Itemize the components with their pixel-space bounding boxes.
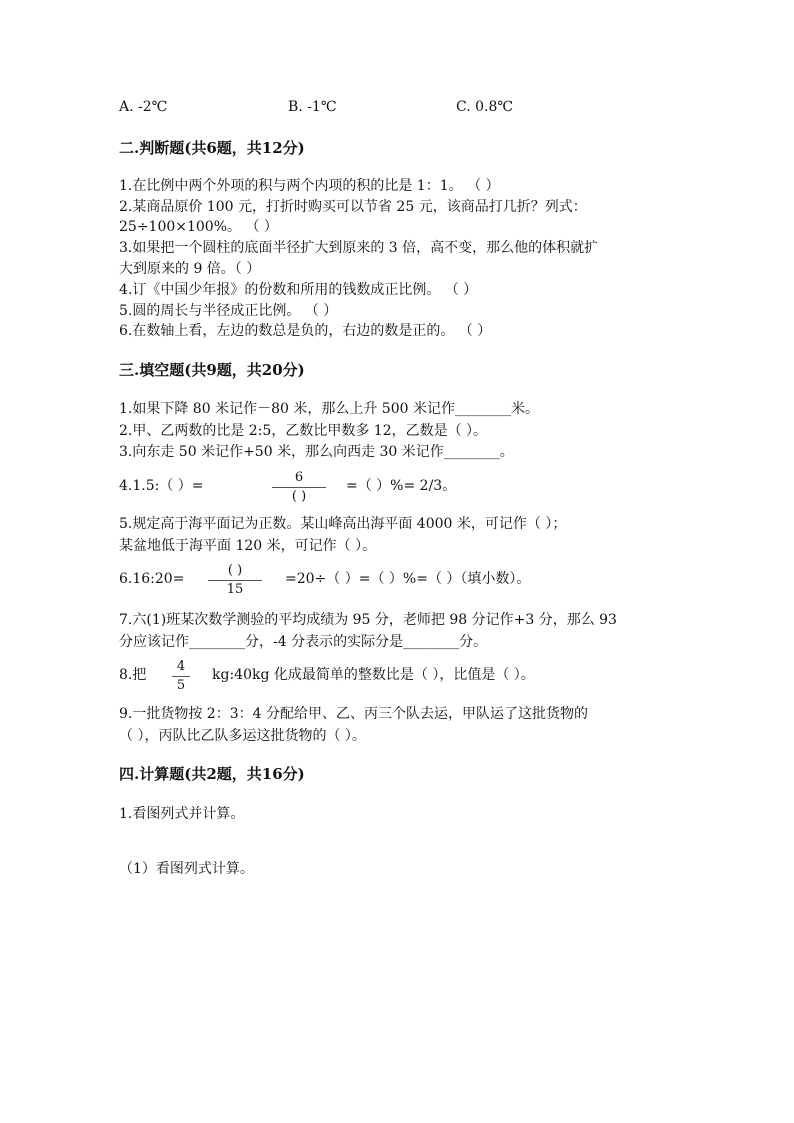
- fill-q6-fraction: [208, 563, 262, 598]
- section-4-title: 四.计算题(共2题，共16分): [119, 765, 305, 783]
- fraction-bar: [172, 676, 190, 677]
- fill-q8-fraction: [172, 659, 190, 694]
- fill-q4-right: =（ ）%= 2/3。: [346, 478, 457, 494]
- option-a: A. -2℃: [119, 99, 168, 115]
- fill-q9-line-1: 9.一批货物按 2：3：4 分配给甲、乙、丙三个队去运，甲队运了这批货物的: [119, 706, 588, 722]
- fraction-denominator: 15: [226, 582, 244, 597]
- fill-q7-line-1: 7.六(1)班某次数学测验的平均成绩为 95 分，老师把 98 分记作+3 分，那么 93: [119, 612, 617, 628]
- option-b: B. -1℃: [288, 99, 337, 115]
- fill-q4-fraction: [272, 470, 326, 505]
- judge-line-8: 6.在数轴上看，左边的数总是负的，右边的数是正的。 （ ）: [119, 323, 492, 339]
- fill-q8-right: kg:40kg 化成最简单的整数比是（ ），比值是（ ）。: [212, 667, 535, 683]
- fill-q8-left: 8.把: [119, 667, 147, 683]
- fill-q1: 1.如果下降 80 米记作－80 米，那么上升 500 米记作________米。: [119, 401, 539, 417]
- fraction-numerator: 6: [294, 470, 304, 485]
- judge-line-1: 1.在比例中两个外项的积与两个内项的积的比是 1：1。 （ ）: [119, 178, 500, 194]
- fraction-denominator: 5: [176, 678, 186, 693]
- fill-q6-left: 6.16:20=: [119, 571, 185, 587]
- option-c: C. 0.8℃: [456, 99, 514, 115]
- calc-q1: 1.看图列式并计算。: [119, 806, 245, 822]
- fill-q6-right: =20÷（ ）=（ ）%=（ ）（填小数）。: [285, 571, 531, 587]
- fill-q5-line-2: 某盆地低于海平面 120 米，可记作（ ）。: [119, 538, 377, 554]
- judge-line-6: 4.订《中国少年报》的份数和所用的钱数成正比例。 （ ）: [119, 282, 478, 298]
- fraction-bar: [272, 487, 326, 488]
- judge-line-5: 大到原来的 9 倍。（ ）: [119, 261, 261, 277]
- judge-line-4: 3.如果把一个圆柱的底面半径扩大到原来的 3 倍，高不变，那么他的体积就扩: [119, 240, 599, 256]
- fraction-denominator: ( ): [291, 489, 307, 504]
- section-2-title: 二.判断题(共6题，共12分): [119, 139, 305, 157]
- fraction-numerator: 4: [176, 659, 186, 674]
- fill-q4-left: 4.1.5:（ ）=: [119, 478, 204, 494]
- judge-line-2: 2.某商品原价 100 元，打折时购买可以节省 25 元，该商品打几折？列式：: [119, 199, 587, 215]
- judge-line-3: 25÷100×100%。 （ ）: [119, 219, 278, 235]
- section-3-title: 三.填空题(共9题，共20分): [119, 361, 305, 379]
- fill-q7-line-2: 分应该记作________分，-4 分表示的实际分是________分。: [119, 634, 488, 650]
- fill-q2: 2.甲、乙两数的比是 2:5，乙数比甲数多 12，乙数是（ ）。: [119, 423, 488, 439]
- calc-q1-sub1: （1）看图列式计算。: [119, 861, 254, 877]
- fill-q3: 3.向东走 50 米记作+50 米，那么向西走 30 米记作________。: [119, 444, 514, 460]
- fill-q5-line-1: 5.规定高于海平面记为正数。某山峰高出海平面 4000 米，可记作（ ）；: [119, 516, 567, 532]
- fill-q9-line-2: （ ），丙队比乙队多运这批货物的（ ）。: [119, 728, 366, 744]
- judge-line-7: 5.圆的周长与半径成正比例。 （ ）: [119, 303, 338, 319]
- fraction-bar: [208, 580, 262, 581]
- fraction-numerator: ( ): [227, 563, 243, 578]
